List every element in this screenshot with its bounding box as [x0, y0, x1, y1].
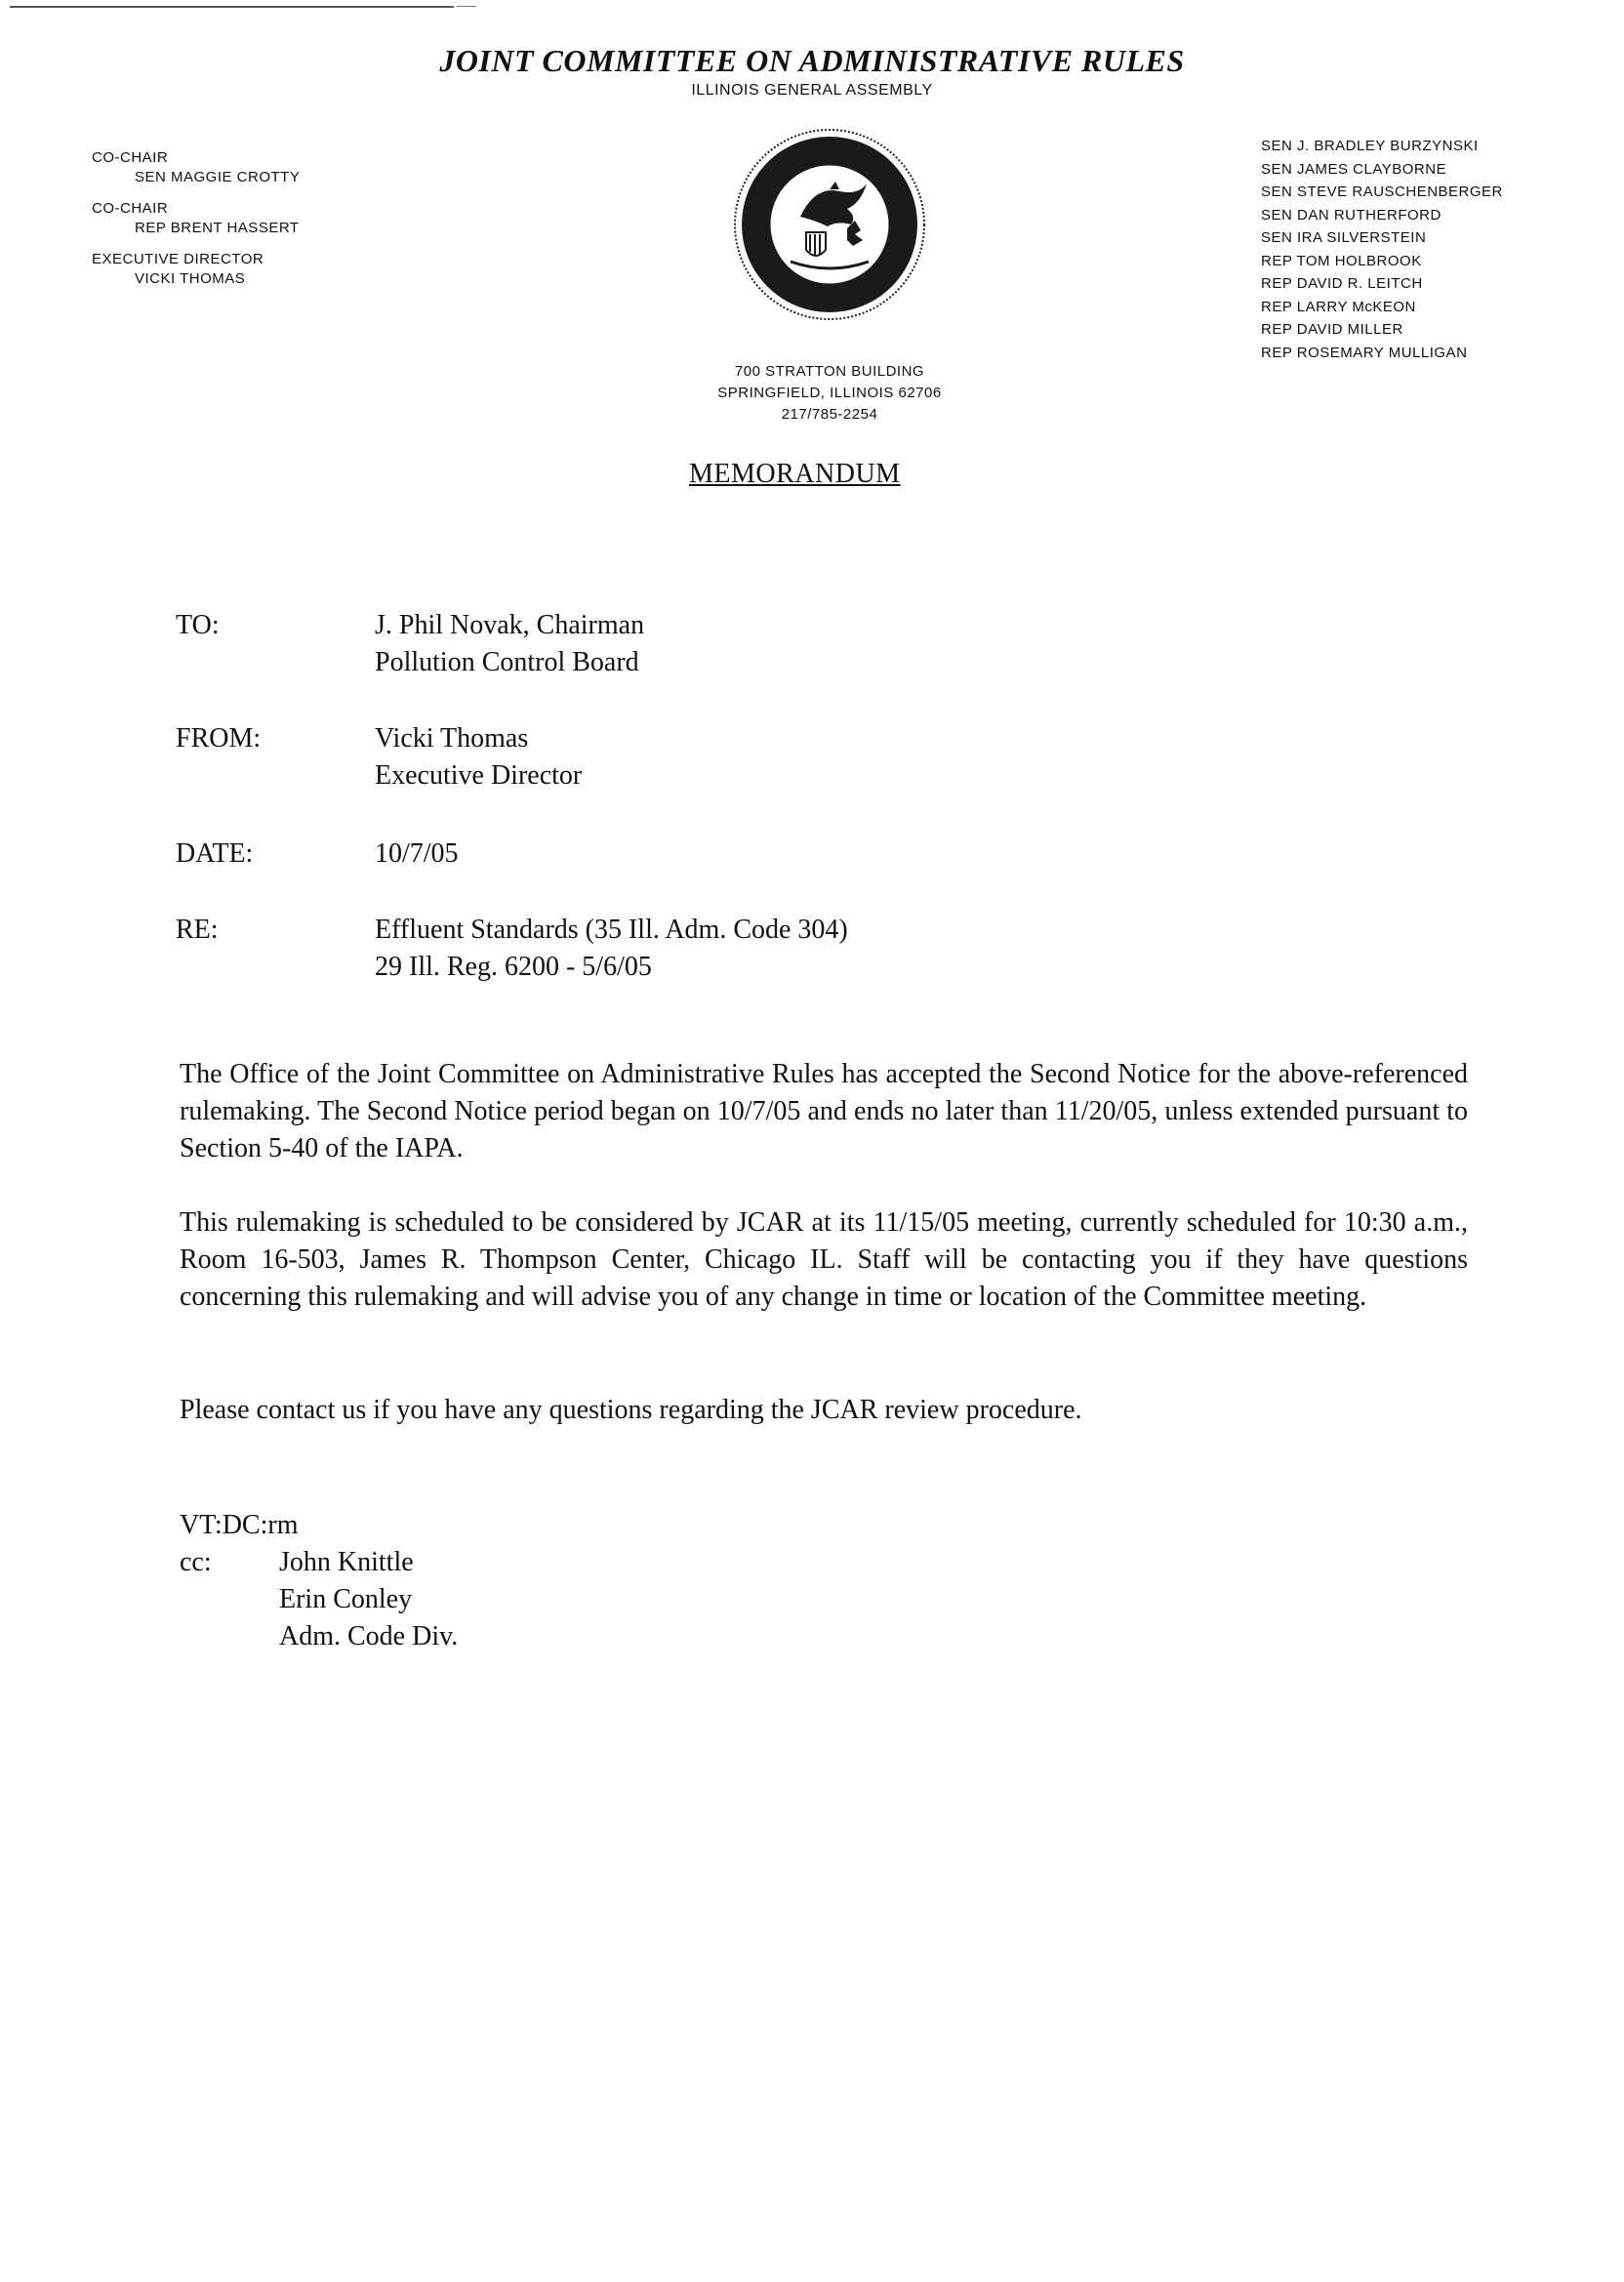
members-list	[1261, 135, 1503, 364]
officer-name: REP BRENT HASSERT	[135, 220, 300, 236]
date-section	[0, 835, 1624, 875]
from-line-1: Vicki Thomas	[375, 723, 529, 754]
officer-name: SEN MAGGIE CROTTY	[135, 169, 301, 185]
date-label: DATE:	[176, 838, 254, 869]
address-line: 217/785-2254	[781, 406, 878, 423]
re-section	[0, 912, 1624, 990]
cc-recipient: John Knittle	[279, 1547, 414, 1577]
member-name: REP ROSEMARY MULLIGAN	[1261, 344, 1468, 361]
body-paragraph-2: This rulemaking is scheduled to be considered by JCAR at its 11/15/05 meeting, currently scheduled for 10:30 a.m., Room 16-503, James R. Thompson Center, Chicago IL. Staff will be contacting you if they have questions concerning this rulemaking and will advise you of any change in time or location of the Committee meeting.	[180, 1207, 1468, 1312]
officer-role: CO-CHAIR	[92, 200, 169, 217]
member-name: SEN STEVE RAUSCHENBERGER	[1261, 183, 1503, 200]
to-label: TO:	[176, 610, 220, 640]
to-line-1: J. Phil Novak, Chairman	[375, 610, 645, 640]
top-rule-fragment	[457, 6, 476, 7]
body-paragraph-3: Please contact us if you have any questions regarding the JCAR review procedure.	[180, 1395, 1082, 1425]
member-name: SEN JAMES CLAYBORNE	[1261, 160, 1447, 178]
to-line-2: Pollution Control Board	[375, 647, 639, 677]
initials-line: VT:DC:rm	[180, 1510, 299, 1540]
member-name: REP DAVID R. LEITCH	[1261, 275, 1423, 292]
date-value: 10/7/05	[375, 838, 459, 869]
cc-recipient: Adm. Code Div.	[279, 1621, 459, 1651]
from-label: FROM:	[176, 723, 262, 754]
re-line-1: Effluent Standards (35 Ill. Adm. Code 304)	[375, 915, 848, 945]
state-seal-icon	[732, 127, 927, 322]
member-name: SEN DAN RUTHERFORD	[1261, 206, 1441, 224]
officer-role: EXECUTIVE DIRECTOR	[92, 251, 264, 267]
officers-block	[92, 148, 300, 301]
cc-label: cc:	[180, 1547, 212, 1577]
top-rule	[10, 6, 454, 8]
officer-role: CO-CHAIR	[92, 149, 169, 166]
from-section	[0, 720, 1624, 798]
officer-name: VICKI THOMAS	[135, 270, 246, 287]
member-name: REP TOM HOLBROOK	[1261, 252, 1422, 269]
to-section	[0, 607, 1624, 685]
committee-title: JOINT COMMITTEE ON ADMINISTRATIVE RULES	[439, 43, 1185, 78]
member-name: REP LARRY McKEON	[1261, 298, 1416, 315]
assembly-subtitle: ILLINOIS GENERAL ASSEMBLY	[691, 82, 933, 99]
address-line: 700 STRATTON BUILDING	[734, 363, 925, 380]
member-name: SEN IRA SILVERSTEIN	[1261, 229, 1427, 246]
body-paragraph-1: The Office of the Joint Committee on Administrative Rules has accepted the Second Notice for the above-referenced rulemaking. The Second Notice period began on 10/7/05 and ends no later than 11/20/05, unless extended pursuant to Section 5-40 of the IAPA.	[180, 1059, 1468, 1163]
address-block	[683, 361, 976, 426]
officer-entry	[92, 148, 300, 187]
from-line-2: Executive Director	[375, 760, 583, 791]
re-label: RE:	[176, 915, 219, 945]
cc-recipients	[279, 1544, 458, 1655]
member-name: SEN J. BRADLEY BURZYNSKI	[1261, 138, 1479, 154]
officer-entry	[92, 199, 300, 238]
memo-title: MEMORANDUM	[689, 459, 901, 489]
cc-recipient: Erin Conley	[279, 1584, 413, 1614]
officer-entry	[92, 250, 300, 289]
member-name: REP DAVID MILLER	[1261, 321, 1403, 338]
re-line-2: 29 Ill. Reg. 6200 - 5/6/05	[375, 952, 652, 982]
address-line: SPRINGFIELD, ILLINOIS 62706	[717, 385, 942, 401]
